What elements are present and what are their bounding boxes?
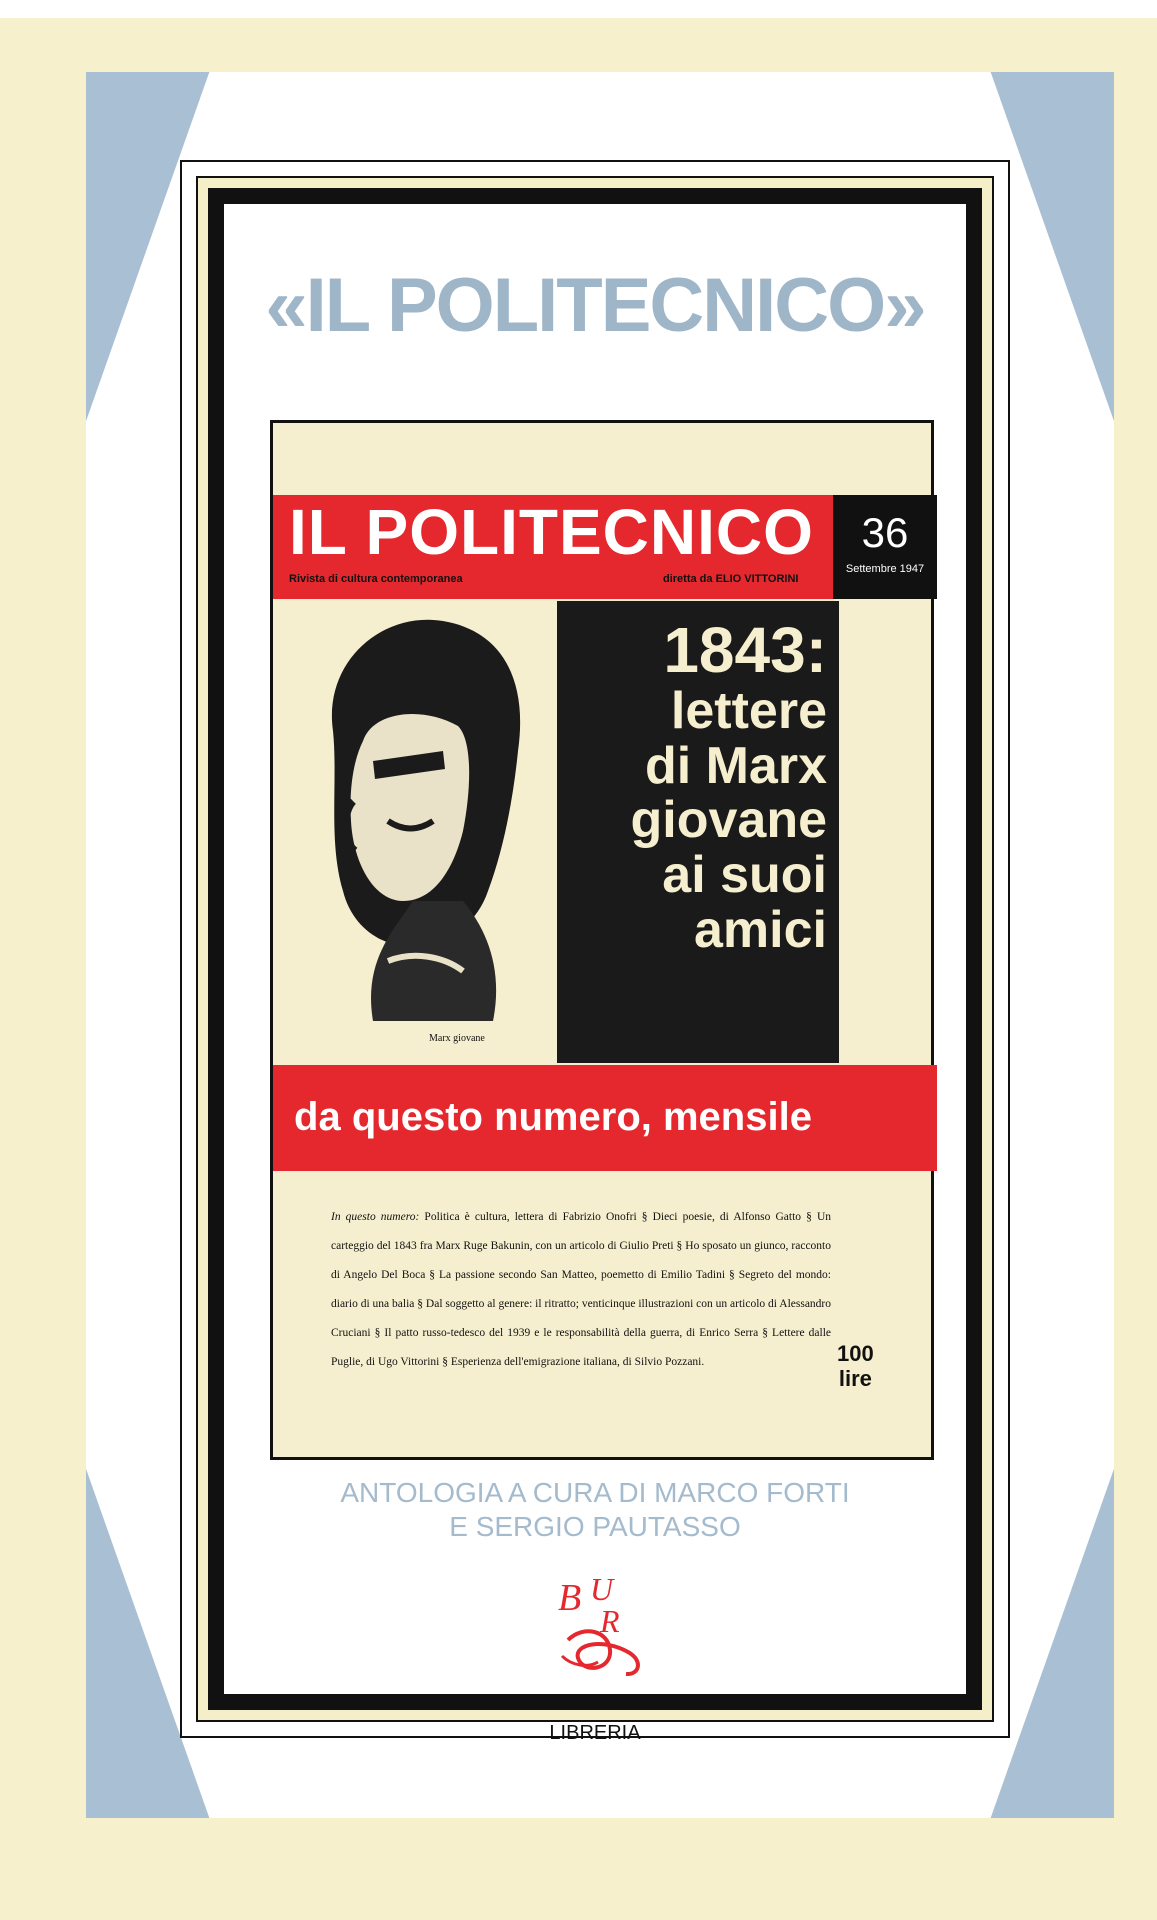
- monthly-band-text: da questo numero, mensile: [294, 1095, 812, 1139]
- contents-lead: In questo numero:: [331, 1211, 420, 1223]
- marx-portrait: [293, 601, 533, 1051]
- publisher-name: LIBRERIA: [549, 1722, 641, 1744]
- headline-line: lettere: [670, 682, 827, 741]
- issue-box: [833, 495, 937, 599]
- headline-year: 1843:: [663, 614, 827, 686]
- issue-contents: [331, 1203, 831, 1377]
- magazine-cover: [270, 420, 934, 1460]
- price-value: 100: [837, 1341, 874, 1366]
- masthead-director: diretta da ELIO VITTORINI: [663, 573, 799, 585]
- credits-line-1: ANTOLOGIA A CURA DI MARCO FORTI: [340, 1477, 850, 1508]
- svg-text:U: U: [590, 1571, 614, 1607]
- headline-line: di Marx: [644, 736, 827, 795]
- contents-body: Politica è cultura, lettera di Fabrizio Onofri § Dieci poesie, di Alfonso Gatto § Un carteggio del 1843 fra Marx Ruge Bakunin, con un articolo di Giulio Preti § Ho sposato un giunco, racconto di Angelo Del Boca § La passione secondo San Matteo, poemetto di Emilio Tadini § Segreto del mondo: diario di una balia § Dal soggetto al genere: il ritratto; venticinque illustrazioni con un articolo di Alessandro Cruciani § Il patto russo-tedesco del 1939 e le responsabilità della guerra, di Enrico Serra § Lettere dalle Puglie, di Ugo Vittorini § Esperienza dell'emigrazione italiana, di Silvio Pozzani.: [331, 1211, 831, 1368]
- headline-line: amici: [694, 900, 827, 959]
- price: [837, 1341, 874, 1391]
- masthead-title: IL POLITECNICO: [289, 496, 814, 568]
- headline-line: giovane: [630, 791, 827, 850]
- photo-caption: Marx giovane: [429, 1033, 485, 1044]
- bur-logo: [548, 1570, 652, 1680]
- headline: [557, 614, 827, 959]
- issue-number: 36: [861, 509, 909, 556]
- book-title: «IL POLITECNICO»: [265, 263, 925, 348]
- credits-line-2: E SERGIO PAUTASSO: [449, 1511, 741, 1542]
- svg-text:R: R: [600, 1603, 620, 1639]
- editors-credit: [224, 1476, 966, 1544]
- price-unit: lire: [838, 1366, 872, 1391]
- page-top-edge: [0, 0, 1157, 18]
- masthead-subtitle: Rivista di cultura contemporanea: [289, 573, 463, 585]
- svg-text:B: B: [558, 1577, 582, 1619]
- bur-logo-mark: [548, 1570, 652, 1680]
- issue-date: Settembre 1947: [845, 563, 925, 575]
- headline-line: ai suoi: [662, 845, 827, 904]
- portrait-illustration: [293, 601, 533, 1051]
